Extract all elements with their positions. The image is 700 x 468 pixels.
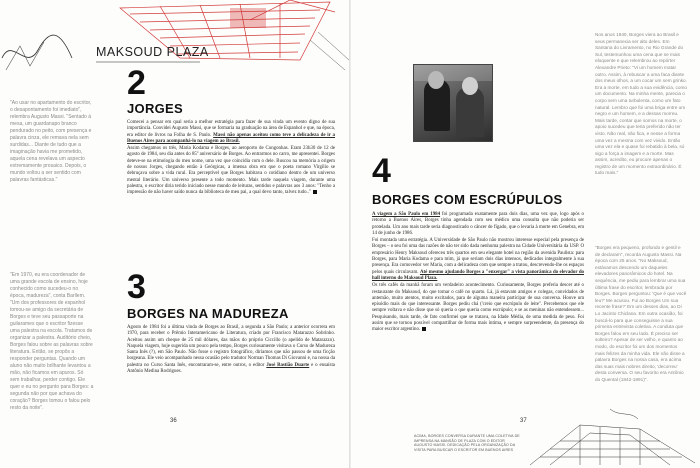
section-2-paragraph-1: Comecei a pensar em qual seria a melhor estratégia para fazer de sua vinda um evento digno de sua importância. Convidei Augusto Massi, que se formaria na graduação na área de Espanhol e que, na época, era editor de livros na Folha de S. Paulo. Massi não apenas aceitou como teve a delicadeza de ir a Buenos Aires para acompanhá-lo na viagem ao Brasil. bbox=[127, 120, 336, 144]
section-4-highlight-1: A viagem a São Paulo em 1984 bbox=[372, 212, 441, 217]
side-quote-1: "Ao usar no apartamento do escritor, o desapontamento foi imediato", relembra Augusto Massi. "Sentado à mesa, um guardanapo branco pendurado no peito, com presença e palavra cinza, ele remava nela sem surdidas... Diante de tudo que a imaginação havia me prometido, aquela cena revelava um aspecto extremamente prosaico. Depois, o mundo voltou a ser sentido com palavras fantásticas." bbox=[10, 100, 92, 183]
photo-caption: ACIMA, BORGES CONVERSA DURANTE UMA COLETIVA DE IMPRENSA NA MANSÃO DE PLAZA COM O EDITOR AUGUSTO MASSI. DEDICAÇÃO PELA ORGANIZAÇÃO DA VISITA PARA BUSCAR O ESCRITOR EM BUENOS AIRES bbox=[414, 434, 520, 452]
end-mark bbox=[313, 190, 317, 194]
photo-window bbox=[414, 65, 492, 81]
footer-sketch-art bbox=[520, 405, 700, 468]
left-page bbox=[0, 0, 349, 468]
section-3-body bbox=[127, 325, 335, 376]
header-sketch-art bbox=[0, 0, 349, 80]
section-4-paragraph-2: Foi montada uma estratégia. A Universidade de São Paulo não mostrou interesse especial pela presença de Borges – o seu foi uma das razões de não ter sido dada nenhuma palestra na Cidade Universitária da USP. O empresário Henry Maksoud ofereceu três quartos em seu elegante hotel na região da avenida Paulista: para Borges, para Maria Kodama e para mim, já que seriam dois dias intensos, dedicados integralmente à sua presença. Era comovedor ver Maria, com a delicadeza com que sempre a tratou, descrevendo-lhe os espaços pelos quais circulavam. Até mesmo ajudando Borges a "enxergar" a vista panorâmica do elevador do hall interno do Maksoud Plaza. bbox=[372, 238, 585, 281]
section-2-title: JORGES bbox=[127, 101, 183, 116]
header-title: MAKSOUD PLAZA bbox=[96, 45, 209, 59]
section-4-number: 4 bbox=[372, 152, 391, 190]
section-3-number: 3 bbox=[127, 268, 146, 306]
section-3-title: BORGES NA MADUREZA bbox=[127, 306, 289, 321]
photo-head-massi bbox=[462, 77, 478, 95]
section-2-paragraph-2: Assim chegamos os três, Maria Kodama e Borges, ao aeroporto de Congonhas. Eram 23h30 de 12 de agosto de 1984, seu dia antes do 85º aniversário de Borges. Ao entrarmos no carro, me apresentei. Borges deteve-se na etimologia do meu nome, uma vez que coincidia com o dele. Buscou na memória a origem de nossos Jorges, chegando então à Geórgicas, a imensa obra em que o poeta romano Virgílio se debruçava sobre a vida rural. Era perceptível que Borges habitava o cotidiano dentro de um universo mental literário. Um universo presente a todo momento. Mais tarde naquela viagem, durante uma palestra, o escritor diria terido iniciado nesse mundo de leituras, sentidos e palavras aos 3 anos: "Tenho a impressão de não haver saído nunca da biblioteca de meu pai, a qual devo tanto, talvez tudo.." bbox=[127, 146, 335, 196]
page-number-left: 36 bbox=[170, 418, 177, 424]
page-number-right: 37 bbox=[520, 418, 527, 424]
section-4-paragraph-3: Os três cafés da manhã foram um verdadeiro acontecimento. Curiosamente, Borges preferia descer até o restaurante do Maksoud, do que tomar o café no quarto. Lá, já estavam amigos e colegas, convidados de antemão, muito atentos, muito excitados, para de alguma maneira participar de sua conversa. Houve um episódio mais do que interessante. Borges pediu chá ('creio que escrúpulo de leite". Percebemos que ele sempre voltava e não disse que só queria o que queria como escrúpulo; e se as meninas não entendessem... Pesquisando, mais tarde, de fato confirmei que se tratava, na Idade Média, de uma medida de peso. Foi assim que se tornou possível compartilhar de forma mais íntima, e sempre surpreendente, da presença do maior escritor argentino. bbox=[372, 283, 584, 333]
section-4-highlight-2: Até mesmo ajudando Borges a "enxergar" a vista panorâmica do elevador do hall interno do Maksoud Plaza. bbox=[372, 269, 585, 281]
section-2-number: 2 bbox=[127, 64, 146, 102]
section-2-body bbox=[127, 120, 335, 198]
side-quote-2: "Em 1970, eu era coordenador de uma grande escola de ensino, hoje conhecido como sucedeu-o no época, madureza", conta Barllem. "Um dos professores de espanhol tomou-se amigo da secretária de Borges e teve seu passaporte na guilarames que o escritor fizesse uma palestra na escola. Tratamos de organizar a palestra. Auditório cheio, Borges falou sobre as palavras sobre literatura. Então, se propôs a responder perguntas. Quando um aluno não muito brilhante levantou a mão, não ficamos em apuros. Só sem trabalhar, perder contigo. Ele quer e eu no pergunto para Borges: a segunda não por que achava do coração? Borges tomou o falou pelo resto da noite". bbox=[10, 272, 94, 411]
photo-head-borges bbox=[428, 71, 444, 89]
right-column-note-1: Nos anos 1940, Borges viera ao Brasil e seus permanecia ser alto deles. Em Santana do Livramento, no Rio Grande do Sul, testemunhou uma cena que se mais eloquente e que relembrou ao repórter Alexandre Prieto: "Vi um homem matar outro. Assim, à rebuscar a uma faca diante dos meus olhos, a um cocar um sem grinko. Era a morte, em tudo a sua evidência, como um documento. Na minha mente, parecia o corpo sem uma turbulenta, como um fato natural. Lembro que foi uma briga entre um negro e um homem, e a dessas morreu. Mais tarde, contar que somos na morte, o apoio sucedeu que teria preferido não ter visto. Não real, não fica, e nesse a forma uma vez a mesma com vez vivido. Então uma vez ela e quase foi rebatido à bela, só sigo a força a imagem e a morte. Mas assim, acredito, eu procure apenas o registro de um momento extraordinário. É tudo mais." bbox=[595, 32, 687, 176]
section-4-body bbox=[372, 212, 584, 335]
end-mark bbox=[422, 327, 426, 331]
photo-borges-massi bbox=[413, 64, 493, 142]
section-3-paragraph-1: Agosto de 1984 foi a última vinda de Borges ao Brasil, a segunda a São Paulo; a anterior ocorrera em 1970, para receber o Prêmio Interamericano de Literatura, criado por Francisco Matarazzo Sobrinho. Aceitou assim um cheque de 25 mil dólares, das mãos do próprio Ciccillo (o apelido de Matarazzo). Naquela viagem, hoje sugerida um pouco pela tempo, Borges curiosamente visitava o Curso de Madureza Santa Inês (?), em São Paulo. Não fosse o registro fotográfico, diríamos que não passou de uma ficção borgeana. Ele veio acompanhado nessa ocasião pelo tradutor Norman Thomas Di Giovanni e, na nossa da palestra no Curso Santa Inês, encontraram-se, entre outros, o editor José Bastião Duarte e o ensaísta Antônio Medina Rodrigues. bbox=[127, 325, 335, 375]
section-4-paragraph-1: A viagem a São Paulo em 1984 foi programada exatamente para dois dias, uma vez que, logo após o retorno a Buenos Aires, Borges tinha agendada com seu médico uma consulta que não poderia ser protelada. Um ano mais tarde seria diagnosticado o câncer de fígado, que o levaria à morte em Genebra, em 14 de junho de 1986. bbox=[372, 212, 584, 236]
section-2-highlight: Massi não apenas aceitou como teve a delicadeza de ir a Buenos Aires para acompanhá-lo na viagem ao Brasil. bbox=[127, 132, 336, 144]
right-column-note-2: "Borges era pequeno, profundo e gentil e de declaram", recorda Augusto Massi. Na época com 25 anos. "No Maksoud, estávamos descendo um daqueles elevadores panorâmicos do hotel. Na sequência, me pediu para lembrar uma sua última frase do escritor, lembrada por Borges. Borges perguntou: 'Que é que você leu?' Me acusou. Fui ao Borges Um sua recente frase?' Em um desses dias, ao Di Lo Jacinto Chiclana. Em outra ocasião, foi buscá-lo para que conseguisse a sua primeira entrevista coletiva. A conduta que Borges falou em seu lado. É preciso ser solteiro? Apesar de ser velho, e quanto ao modo, do escritor foi um dos momentos mais felizes da minha vida. Ele não disse a palavra Borges na nossa casa, era acima das suas mais nobres direito, 'decorreu' desta conversa. O seu favorito era Antônio do Quental (1842-1891)". bbox=[595, 245, 687, 382]
section-3-highlight: José Bastião Duarte bbox=[266, 362, 310, 368]
section-4-title: BORGES COM ESCRÚPULOS bbox=[372, 192, 563, 207]
